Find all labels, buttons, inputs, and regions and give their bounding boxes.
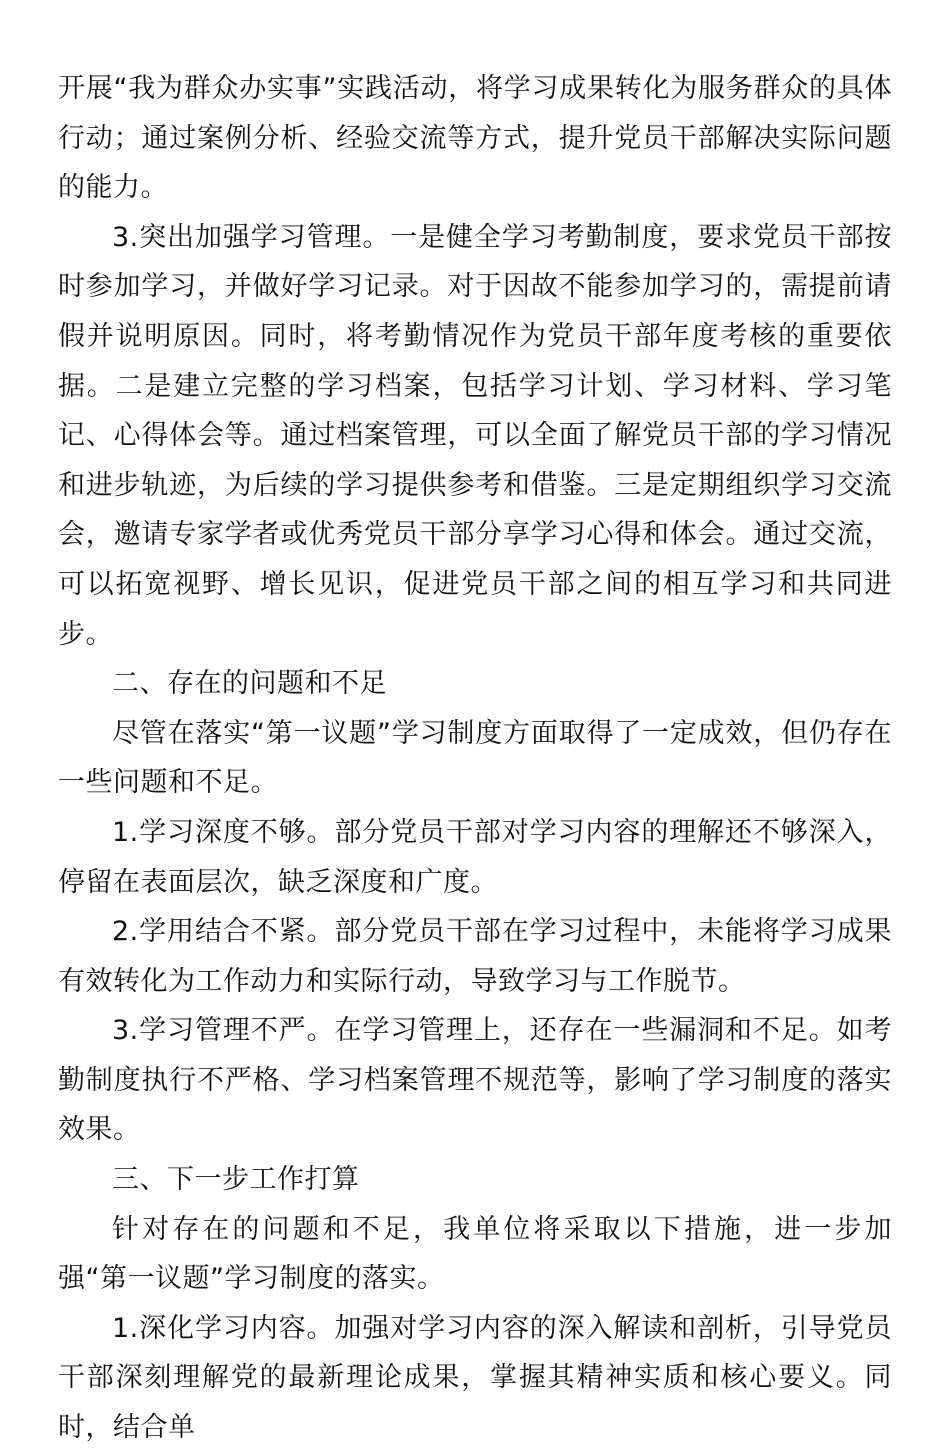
document-body <box>58 64 892 1453</box>
paragraph-problems-intro: 尽管在落实“第一议题”学习制度方面取得了一定成效，但仍存在一些问题和不足。 <box>58 717 892 799</box>
paragraph-practice-activities: 开展“我为群众办实事”实践活动，将学习成果转化为服务群众的具体行动；通过案例分析、经验交流等方式，提升党员干部解决实际问题的能力。 <box>58 73 892 204</box>
paragraph-next-steps-intro: 针对存在的问题和不足，我单位将采取以下措施，进一步加强“第一议题”学习制度的落实。 <box>58 1213 892 1295</box>
paragraph-study-management: 3.突出加强学习管理。一是健全学习考勤制度，要求党员干部按时参加学习，并做好学习记录。对于因故不能参加学习的，需提前请假并说明原因。同时，将考勤情况作为党员干部年度考核的重要依据。二是建立完整的学习档案，包括学习计划、学习材料、学习笔记、心得体会等。通过档案管理，可以全面了解党员干部的学习情况和进步轨迹，为后续的学习提供参考和借鉴。三是定期组织学习交流会，邀请专家学者或优秀党员干部分享学习心得和体会。通过交流，可以拓宽视野、增长见识，促进党员干部之间的相互学习和共同进步。 <box>58 221 892 650</box>
paragraph-problem-management: 3.学习管理不严。在学习管理上，还存在一些漏洞和不足。如考勤制度执行不严格、学习档案管理不规范等，影响了学习制度的落实效果。 <box>58 1015 892 1146</box>
paragraph-problem-depth: 1.学习深度不够。部分党员干部对学习内容的理解还不够深入，停留在表面层次，缺乏深度和广度。 <box>58 816 892 898</box>
paragraph-deepen-content: 1.深化学习内容。加强对学习内容的深入解读和剖析，引导党员干部深刻理解党的最新理论成果，掌握其精神实质和核心要义。同时，结合单 <box>58 1312 892 1444</box>
section-heading-next-steps: 三、下一步工作打算 <box>112 1164 360 1196</box>
section-heading-problems: 二、存在的问题和不足 <box>112 668 387 700</box>
paragraph-problem-application: 2.学用结合不紧。部分党员干部在学习过程中，未能将学习成果有效转化为工作动力和实际行动，导致学习与工作脱节。 <box>58 916 892 997</box>
